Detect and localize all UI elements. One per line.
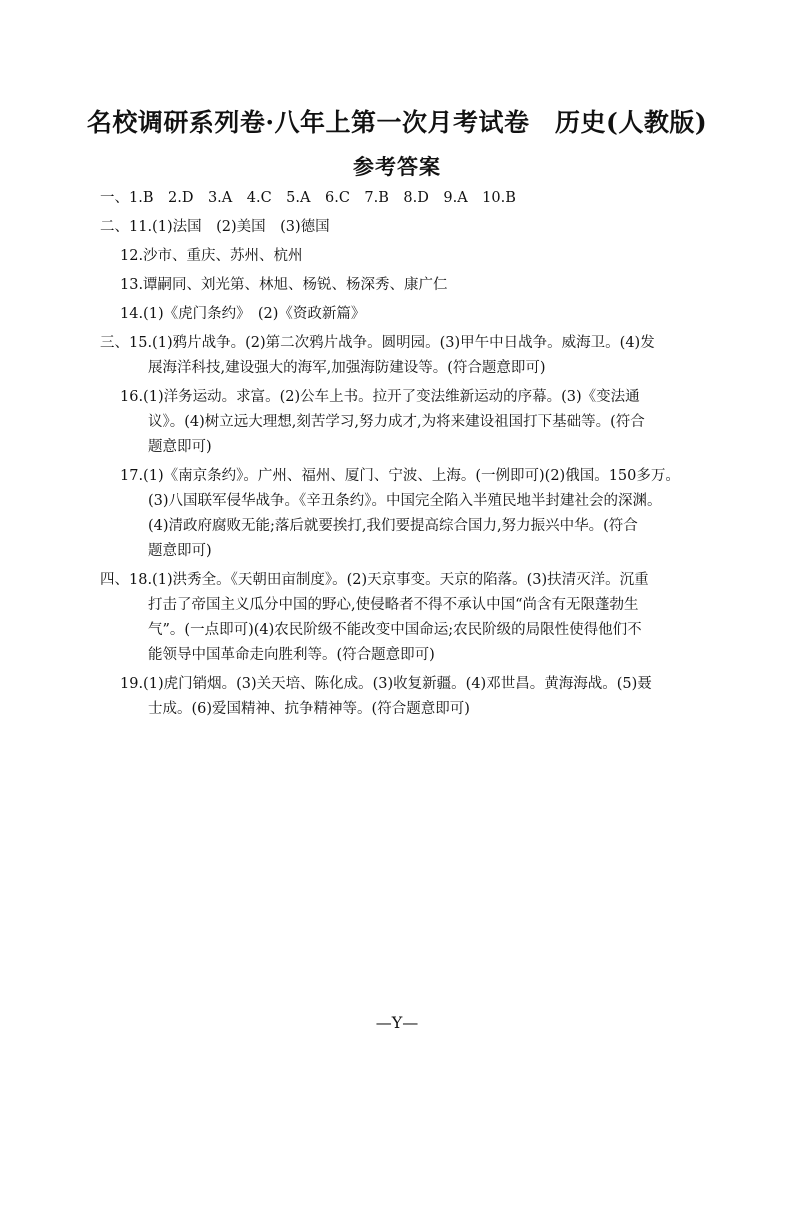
answer-line: 打击了帝国主义瓜分中国的野心,使侵略者不得不承认中国“尚含有无限蓬勃生 bbox=[148, 597, 639, 613]
section-3 bbox=[100, 331, 700, 564]
answer-line: 12.沙市、重庆、苏州、杭州 bbox=[120, 248, 303, 264]
answer-line: 13.谭嗣同、刘光第、林旭、杨锐、杨深秀、康广仁 bbox=[120, 277, 448, 293]
answer-line: (4)清政府腐败无能;落后就要挨打,我们要提高综合国力,努力振兴中华。(符合 bbox=[148, 518, 638, 534]
answer-line: 三、15.(1)鸦片战争。(2)第二次鸦片战争。圆明园。(3)甲午中日战争。威海卫。(4)发 bbox=[100, 335, 655, 351]
answer-line: 能领导中国革命走向胜利等。(符合题意即可) bbox=[148, 647, 435, 663]
answer-line: 14.(1)《虎门条约》 (2)《资政新篇》 bbox=[120, 306, 366, 322]
answer-line: 四、18.(1)洪秀全。《天朝田亩制度》。(2)天京事变。天京的陷落。(3)扶清灭洋。沉重 bbox=[100, 572, 649, 588]
answer-line: 16.(1)洋务运动。求富。(2)公车上书。拉开了变法维新运动的序幕。(3)《变法通 bbox=[120, 389, 640, 405]
page-title: 名校调研系列卷·八年上第一次月考试卷 历史(人教版) bbox=[86, 108, 708, 137]
answer-line: 展海洋科技,建设强大的海军,加强海防建设等。(符合题意即可) bbox=[148, 360, 546, 376]
section-4 bbox=[100, 568, 700, 722]
answer-line: 19.(1)虎门销烟。(3)关天培、陈化成。(3)收复新疆。(4)邓世昌。黄海海战。(5)聂 bbox=[120, 676, 652, 692]
answer-line: 一、1.B 2.D 3.A 4.C 5.A 6.C 7.B 8.D 9.A 10.B bbox=[100, 190, 516, 206]
answer-line: 题意即可) bbox=[148, 543, 212, 559]
section-1 bbox=[100, 186, 700, 211]
answer-body bbox=[100, 186, 700, 722]
answer-line: (3)八国联军侵华战争。《辛丑条约》。中国完全陷入半殖民地半封建社会的深渊。 bbox=[148, 493, 662, 509]
section-2 bbox=[100, 215, 700, 327]
answer-line: 17.(1)《南京条约》。广州、福州、厦门、宁波、上海。(一例即可)(2)俄国。150多万。 bbox=[120, 468, 680, 484]
page-subtitle: 参考答案 bbox=[353, 154, 441, 179]
answer-line: 气”。(一点即可)(4)农民阶级不能改变中国命运;农民阶级的局限性使得他们不 bbox=[148, 622, 642, 638]
answer-line: 二、11.(1)法国 (2)美国 (3)德国 bbox=[100, 219, 330, 235]
answer-line: 士成。(6)爱国精神、抗争精神等。(符合题意即可) bbox=[148, 701, 470, 717]
page-number: —Y— bbox=[375, 1013, 419, 1032]
answer-line: 议》。(4)树立远大理想,刻苦学习,努力成才,为将来建设祖国打下基础等。(符合 bbox=[148, 414, 645, 430]
answer-line: 题意即可) bbox=[148, 439, 212, 455]
